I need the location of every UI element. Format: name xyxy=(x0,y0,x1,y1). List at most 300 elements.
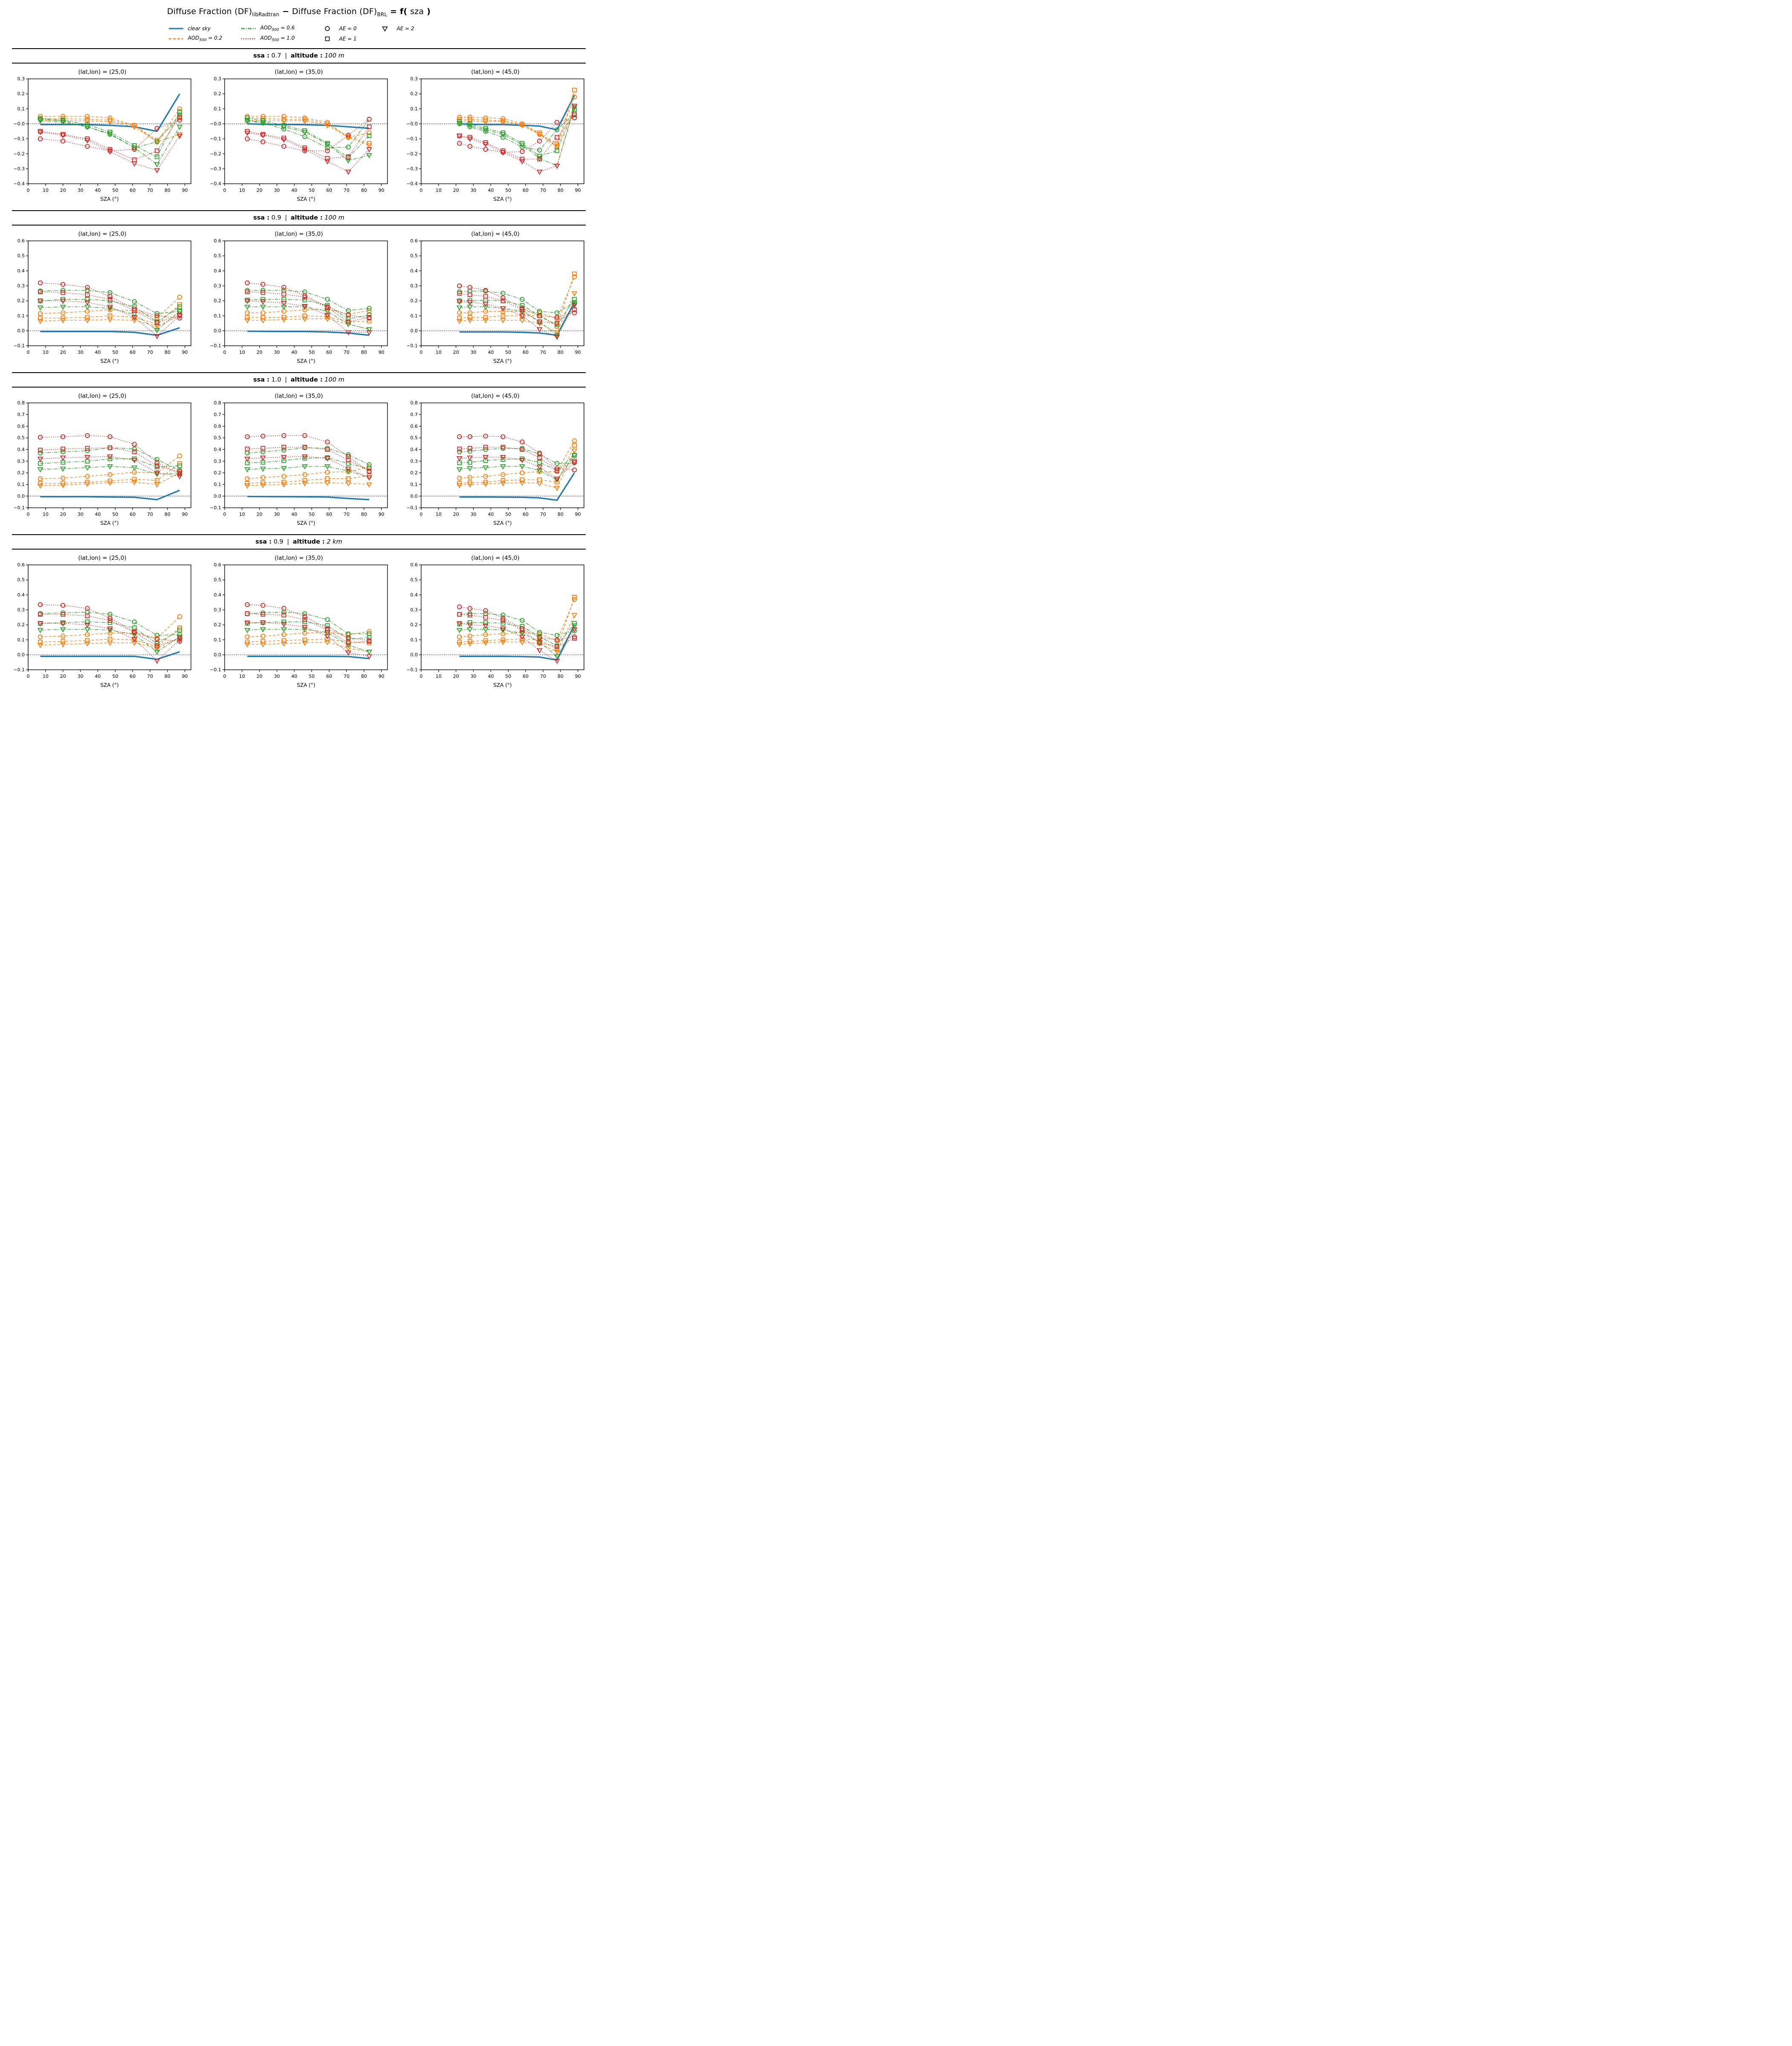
x-tick-label: 10 xyxy=(239,349,245,355)
ssa-label: ssa : xyxy=(253,52,270,59)
y-tick-label: 0.1 xyxy=(410,481,418,487)
y-tick-label: 0.3 xyxy=(410,458,418,464)
legend-swatch-clear-sky xyxy=(168,25,184,32)
data-point-triangle xyxy=(108,465,113,469)
x-axis-label: SZA (°) xyxy=(100,520,119,526)
data-point-triangle xyxy=(537,170,542,174)
x-tick-label: 40 xyxy=(488,349,494,355)
y-tick-label: 0.1 xyxy=(17,481,25,487)
y-tick-label: 0.2 xyxy=(214,622,221,628)
subplot-row xyxy=(0,226,598,368)
x-tick-label: 10 xyxy=(42,187,49,193)
subplot--25,0 xyxy=(10,389,194,530)
x-tick-label: 50 xyxy=(505,349,512,355)
x-tick-label: 10 xyxy=(42,511,49,517)
x-tick-label: 50 xyxy=(505,511,512,517)
data-point-circle xyxy=(282,144,286,148)
y-tick-label: 0.4 xyxy=(410,592,418,598)
series-line-aod5000.6ae0 xyxy=(460,291,575,313)
data-point-triangle xyxy=(346,170,351,174)
series-line-aod5000.2ae1 xyxy=(247,476,369,483)
subplot--35,0 xyxy=(207,551,391,692)
legend-label: AE = 0 xyxy=(339,25,357,32)
x-tick-label: 20 xyxy=(60,511,66,517)
x-tick-label: 90 xyxy=(378,511,384,517)
subplot-canvas xyxy=(10,238,194,366)
data-point-circle xyxy=(572,468,577,472)
x-tick-label: 10 xyxy=(435,349,442,355)
subplot-title: (lat,lon) = (45,0) xyxy=(471,230,520,237)
y-tick-label: −0.1 xyxy=(13,505,25,511)
y-tick-label: 0.5 xyxy=(17,435,25,441)
data-point-circle xyxy=(178,295,182,299)
x-tick-label: 60 xyxy=(523,187,529,193)
y-tick-label: 0.4 xyxy=(410,446,418,452)
data-point-circle xyxy=(38,137,43,141)
data-point-triangle xyxy=(483,466,488,470)
x-tick-label: 60 xyxy=(130,673,136,679)
x-tick-label: 0 xyxy=(223,511,226,517)
legend-swatch-aod500-0.6 xyxy=(240,25,257,32)
x-tick-label: 70 xyxy=(147,187,153,193)
title-subscript: BRL xyxy=(377,11,387,17)
x-tick-label: 20 xyxy=(60,349,66,355)
x-tick-label: 30 xyxy=(77,673,84,679)
y-tick-label: 0.6 xyxy=(17,423,25,429)
x-axis-label: SZA (°) xyxy=(100,196,119,202)
x-axis-label: SZA (°) xyxy=(297,196,315,202)
subplot--25,0 xyxy=(10,551,194,692)
clear-sky-line xyxy=(247,124,369,128)
subplot-canvas xyxy=(207,562,391,690)
series-line-aod5000.6ae0 xyxy=(247,290,369,310)
x-tick-label: 0 xyxy=(419,349,423,355)
altitude-value: 2 km xyxy=(327,538,342,545)
y-tick-label: 0.1 xyxy=(17,313,25,319)
series-line-aod5000.2ae0 xyxy=(247,309,369,314)
series-line-aod5000.2ae1 xyxy=(247,639,369,643)
legend-item-ae-0 xyxy=(319,25,377,32)
y-tick-label: −0.1 xyxy=(406,343,418,349)
data-point-triangle xyxy=(38,484,43,488)
data-point-triangle xyxy=(61,305,65,310)
series-line-aod5000.2ae2 xyxy=(460,106,575,147)
x-tick-label: 40 xyxy=(95,187,101,193)
x-tick-label: 0 xyxy=(223,673,226,679)
subplot-canvas xyxy=(207,76,391,204)
subplot-title: (lat,lon) = (25,0) xyxy=(78,230,127,237)
axes-frame xyxy=(28,79,191,184)
y-tick-label: −0.2 xyxy=(13,151,25,157)
y-tick-label: 0.3 xyxy=(17,607,25,613)
x-tick-label: 30 xyxy=(77,349,84,355)
data-point-circle xyxy=(261,140,265,144)
clear-sky-line xyxy=(40,490,180,500)
x-tick-label: 10 xyxy=(239,673,245,679)
y-tick-label: 0.5 xyxy=(17,253,25,259)
x-tick-label: 40 xyxy=(95,349,101,355)
series-line-aod5001.0ae1 xyxy=(247,127,369,158)
data-point-triangle xyxy=(85,628,90,632)
data-point-circle xyxy=(38,435,43,440)
x-tick-label: 90 xyxy=(378,187,384,193)
x-tick-label: 40 xyxy=(95,511,101,517)
y-tick-label: 0.5 xyxy=(410,435,418,441)
y-tick-label: 0.4 xyxy=(17,268,25,274)
x-axis-label: SZA (°) xyxy=(493,520,512,526)
subplot-canvas xyxy=(207,238,391,366)
data-point-circle xyxy=(572,635,577,639)
x-tick-label: 50 xyxy=(309,673,315,679)
legend-label: AE = 2 xyxy=(396,25,414,32)
y-tick-label: 0.5 xyxy=(410,253,418,259)
axes-frame xyxy=(225,403,387,508)
subplot-canvas xyxy=(403,76,587,204)
y-tick-label: 0.6 xyxy=(214,562,221,568)
data-point-circle xyxy=(132,620,136,624)
data-point-triangle xyxy=(260,305,265,310)
legend-swatch-aod500-0.2 xyxy=(168,35,184,42)
y-tick-label: 0.6 xyxy=(214,238,221,244)
legend-item-aod500-0.6 xyxy=(240,25,319,32)
subplot-title: (lat,lon) = (45,0) xyxy=(471,68,520,75)
separator: | xyxy=(285,214,287,221)
subplot--25,0 xyxy=(10,227,194,368)
subplot-canvas xyxy=(10,400,194,528)
data-point-triangle xyxy=(108,641,113,645)
y-tick-label: 0.8 xyxy=(214,400,221,406)
x-tick-label: 50 xyxy=(112,187,119,193)
ssa-value: 0.9 xyxy=(271,214,281,221)
data-point-triangle xyxy=(457,306,462,310)
x-tick-label: 40 xyxy=(291,187,298,193)
series-line-aod5001.0ae0 xyxy=(460,607,575,640)
y-tick-label: −0.1 xyxy=(13,343,25,349)
x-tick-label: 60 xyxy=(523,511,529,517)
data-point-triangle xyxy=(245,305,250,310)
x-tick-label: 60 xyxy=(130,511,136,517)
y-tick-label: 0.4 xyxy=(17,592,25,598)
x-tick-label: 90 xyxy=(378,349,384,355)
data-point-triangle xyxy=(282,466,286,471)
data-point-triangle xyxy=(38,306,43,310)
x-tick-label: 30 xyxy=(470,349,477,355)
x-tick-label: 10 xyxy=(435,511,442,517)
data-point-triangle xyxy=(155,168,159,173)
altitude-value: 100 m xyxy=(324,214,344,221)
data-point-circle xyxy=(520,440,524,444)
subplot-canvas xyxy=(207,400,391,528)
y-tick-label: 0.0 xyxy=(410,652,418,658)
x-tick-label: 20 xyxy=(453,511,459,517)
x-tick-label: 60 xyxy=(523,673,529,679)
y-tick-label: 0.7 xyxy=(410,411,418,417)
y-tick-label: 0.0 xyxy=(17,652,25,658)
data-point-triangle xyxy=(260,628,265,632)
legend-item-aod500-0.2 xyxy=(168,35,240,42)
x-tick-label: 50 xyxy=(112,673,119,679)
series-line-aod5000.2ae0 xyxy=(460,599,575,641)
y-tick-label: −0.1 xyxy=(406,136,418,142)
subplot-title: (lat,lon) = (25,0) xyxy=(78,392,127,399)
y-tick-label: 0.6 xyxy=(410,423,418,429)
data-point-circle xyxy=(38,602,43,607)
legend-label: $AOD_{500} = 0.6$ xyxy=(260,25,295,32)
data-point-triangle xyxy=(282,318,286,322)
y-tick-label: −0.3 xyxy=(13,166,25,172)
data-point-triangle xyxy=(483,641,488,645)
series-line-aod5001.0ae1 xyxy=(247,614,369,643)
x-tick-label: 0 xyxy=(26,187,30,193)
x-tick-label: 10 xyxy=(42,673,49,679)
y-tick-label: 0.3 xyxy=(17,76,25,82)
data-point-circle xyxy=(457,605,462,609)
subplot-title: (lat,lon) = (35,0) xyxy=(275,554,323,561)
data-point-triangle xyxy=(260,456,265,460)
x-tick-label: 30 xyxy=(470,187,477,193)
y-tick-label: 0.2 xyxy=(410,622,418,628)
x-tick-label: 80 xyxy=(361,673,367,679)
ssa-label: ssa : xyxy=(255,538,272,545)
legend-item-ae-2 xyxy=(377,25,430,32)
x-tick-label: 80 xyxy=(361,511,367,517)
subplot-canvas xyxy=(403,238,587,366)
y-tick-label: 0.8 xyxy=(17,400,25,406)
separator: | xyxy=(285,52,287,59)
x-tick-label: 50 xyxy=(505,673,512,679)
y-tick-label: 0.0 xyxy=(214,652,221,658)
data-point-triangle xyxy=(38,628,43,633)
x-tick-label: 70 xyxy=(147,349,153,355)
data-point-triangle xyxy=(501,318,506,323)
y-tick-label: 0.3 xyxy=(17,283,25,289)
data-point-square xyxy=(133,158,136,162)
data-point-circle xyxy=(457,284,462,288)
x-tick-label: 10 xyxy=(435,187,442,193)
data-point-triangle xyxy=(61,628,65,632)
altitude-value: 100 m xyxy=(324,52,344,59)
x-tick-label: 90 xyxy=(575,187,581,193)
y-tick-label: 0.2 xyxy=(17,622,25,628)
x-tick-label: 80 xyxy=(557,187,564,193)
x-tick-label: 80 xyxy=(164,187,171,193)
clear-sky-line xyxy=(247,656,369,658)
data-point-square xyxy=(367,141,371,145)
y-tick-label: 0.7 xyxy=(17,411,25,417)
data-point-triangle xyxy=(260,483,265,488)
y-tick-label: −0.4 xyxy=(210,181,221,187)
separator: | xyxy=(285,376,287,383)
data-point-triangle xyxy=(457,628,462,633)
y-tick-label: −0.2 xyxy=(406,151,418,157)
x-tick-label: 30 xyxy=(274,187,280,193)
data-point-circle xyxy=(132,442,136,446)
subplot--25,0 xyxy=(10,65,194,206)
series-line-aod5000.6ae1 xyxy=(247,622,369,639)
y-tick-label: −0.0 xyxy=(13,121,25,127)
x-tick-label: 90 xyxy=(575,511,581,517)
title-part: sza xyxy=(410,7,424,16)
data-point-square xyxy=(555,135,559,139)
x-tick-label: 90 xyxy=(575,349,581,355)
y-tick-label: 0.6 xyxy=(214,423,221,429)
x-tick-label: 60 xyxy=(326,673,332,679)
y-tick-label: 0.1 xyxy=(410,313,418,319)
x-tick-label: 0 xyxy=(26,673,30,679)
ae-1-marker-icon xyxy=(325,37,329,41)
x-axis-label: SZA (°) xyxy=(100,358,119,364)
data-point-circle xyxy=(132,447,136,451)
x-tick-label: 20 xyxy=(256,187,263,193)
x-tick-label: 90 xyxy=(378,673,384,679)
subplot-canvas xyxy=(10,562,194,690)
data-point-triangle xyxy=(457,642,462,647)
y-tick-label: 0.5 xyxy=(214,435,221,441)
x-tick-label: 30 xyxy=(77,511,84,517)
x-tick-label: 20 xyxy=(453,187,459,193)
y-tick-label: −0.0 xyxy=(406,121,418,127)
axes-frame xyxy=(28,403,191,508)
x-tick-label: 80 xyxy=(164,511,171,517)
data-point-triangle xyxy=(61,456,65,460)
data-point-triangle xyxy=(245,468,250,472)
x-tick-label: 80 xyxy=(164,349,171,355)
subplot--45,0 xyxy=(403,551,587,692)
data-point-triangle xyxy=(245,628,250,633)
subplot--45,0 xyxy=(403,389,587,530)
x-tick-label: 40 xyxy=(95,673,101,679)
title-part: ) xyxy=(424,7,431,16)
x-axis-label: SZA (°) xyxy=(100,682,119,688)
x-tick-label: 80 xyxy=(361,349,367,355)
y-tick-label: 0.3 xyxy=(214,76,221,82)
legend-swatch-ae-0-icon xyxy=(319,25,335,32)
y-tick-label: 0.3 xyxy=(410,283,418,289)
series-line-aod5000.6ae0 xyxy=(247,612,369,634)
altitude-label: altitude : xyxy=(290,52,323,59)
y-tick-label: −0.1 xyxy=(210,505,221,511)
x-tick-label: 40 xyxy=(488,673,494,679)
y-tick-label: 0.4 xyxy=(214,446,221,452)
y-tick-label: 0.1 xyxy=(214,313,221,319)
section-ssa0.9-alt2km xyxy=(0,534,598,692)
x-tick-label: 50 xyxy=(309,187,315,193)
series-line-aod5000.2ae1 xyxy=(460,90,575,146)
ssa-value: 0.7 xyxy=(271,52,281,59)
y-tick-label: −0.4 xyxy=(406,181,418,187)
x-tick-label: 50 xyxy=(505,187,512,193)
data-point-triangle xyxy=(245,484,250,488)
data-point-triangle xyxy=(155,483,159,487)
y-tick-label: 0.5 xyxy=(410,577,418,583)
x-tick-label: 70 xyxy=(343,187,350,193)
y-tick-label: −0.1 xyxy=(406,505,418,511)
y-tick-label: 0.2 xyxy=(17,470,25,476)
x-tick-label: 40 xyxy=(291,673,298,679)
data-point-triangle xyxy=(108,318,113,322)
legend-item-clear-sky xyxy=(168,25,240,32)
altitude-label: altitude : xyxy=(292,538,325,545)
x-tick-label: 60 xyxy=(326,349,332,355)
y-tick-label: −0.3 xyxy=(210,166,221,172)
y-tick-label: −0.1 xyxy=(13,667,25,673)
data-point-triangle xyxy=(367,650,372,654)
legend-label: clear sky xyxy=(188,25,211,32)
data-point-triangle xyxy=(537,327,542,332)
x-tick-label: 70 xyxy=(343,349,350,355)
series-line-aod5000.2ae0 xyxy=(247,631,369,637)
legend-label: AE = 1 xyxy=(339,35,357,42)
y-tick-label: 0.3 xyxy=(410,76,418,82)
x-tick-label: 0 xyxy=(223,349,226,355)
series-line-aod5001.0ae2 xyxy=(460,457,575,479)
ae-2-marker-icon xyxy=(382,27,387,31)
x-tick-label: 50 xyxy=(309,349,315,355)
ssa-value: 0.9 xyxy=(273,538,283,545)
altitude-label: altitude : xyxy=(290,376,323,383)
data-point-triangle xyxy=(346,651,351,655)
data-point-square xyxy=(155,149,159,153)
y-tick-label: 0.0 xyxy=(410,493,418,499)
y-tick-label: 0.2 xyxy=(410,91,418,97)
altitude-value: 100 m xyxy=(324,376,344,383)
series-line-aod5000.2ae0 xyxy=(247,467,369,478)
y-tick-label: 0.1 xyxy=(214,481,221,487)
x-tick-label: 10 xyxy=(435,673,442,679)
y-tick-label: 0.1 xyxy=(17,637,25,643)
data-point-circle xyxy=(38,281,43,285)
subplot-canvas xyxy=(10,76,194,204)
x-tick-label: 70 xyxy=(540,511,546,517)
data-point-triangle xyxy=(155,162,159,167)
x-tick-label: 10 xyxy=(239,187,245,193)
x-tick-label: 30 xyxy=(470,673,477,679)
x-tick-label: 70 xyxy=(540,673,546,679)
x-tick-label: 0 xyxy=(26,511,30,517)
x-tick-label: 90 xyxy=(182,673,188,679)
legend-item-ae-1 xyxy=(319,35,377,42)
ssa-label: ssa : xyxy=(253,376,270,383)
y-tick-label: 0.0 xyxy=(17,493,25,499)
subplot--45,0 xyxy=(403,65,587,206)
subplot--35,0 xyxy=(207,227,391,368)
series-line-aod5001.0ae0 xyxy=(247,605,369,640)
title-part: − xyxy=(279,7,292,16)
data-point-circle xyxy=(572,439,577,443)
x-tick-label: 50 xyxy=(112,349,119,355)
subplot-row xyxy=(0,64,598,206)
x-tick-label: 30 xyxy=(470,511,477,517)
x-tick-label: 80 xyxy=(557,511,564,517)
y-tick-label: 0.2 xyxy=(17,298,25,304)
y-tick-label: 0.7 xyxy=(214,411,221,417)
x-tick-label: 0 xyxy=(419,511,423,517)
x-tick-label: 20 xyxy=(453,673,459,679)
y-tick-label: 0.6 xyxy=(17,238,25,244)
x-tick-label: 70 xyxy=(540,349,546,355)
y-tick-label: −0.2 xyxy=(210,151,221,157)
y-tick-label: −0.1 xyxy=(406,667,418,673)
x-axis-label: SZA (°) xyxy=(493,358,512,364)
ae-0-marker-icon xyxy=(325,26,329,31)
y-tick-label: −0.3 xyxy=(406,166,418,172)
axes-frame xyxy=(28,565,191,670)
data-point-triangle xyxy=(457,468,462,472)
x-tick-label: 20 xyxy=(256,349,263,355)
data-point-circle xyxy=(501,434,505,439)
series-line-aod5000.2ae1 xyxy=(460,597,575,648)
data-point-triangle xyxy=(468,623,472,627)
